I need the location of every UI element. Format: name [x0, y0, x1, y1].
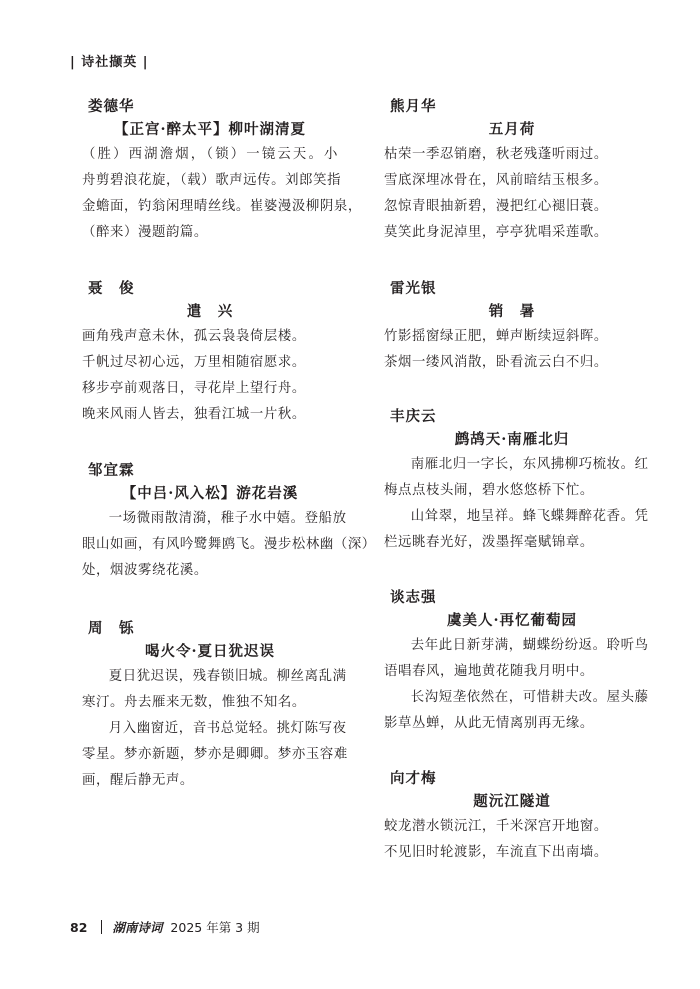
poem-author: 周 铄 [88, 621, 135, 637]
poem-author: 谈志强 [390, 590, 437, 606]
poem [82, 460, 376, 584]
poem-title: 五月荷 [488, 121, 536, 138]
poem-title: 题沅江隧道 [473, 793, 551, 810]
poem [384, 96, 640, 246]
poem-line: 画，醒后静无声。 [82, 773, 194, 788]
poem-author: 娄德华 [88, 99, 135, 115]
poem-title: 鹧鸪天·南雁北归 [454, 431, 570, 448]
poem-line: 夏日犹迟误，残春锁旧城。柳丝离乱满 [108, 669, 347, 684]
poem-line: 竹影摇窗绿正肥，蝉声断续逗斜晖。 [384, 329, 608, 344]
poem-line: 语唱春风，遍地黄花随我月明中。 [384, 664, 594, 679]
poem-line: 梅点点枝头闹，碧水悠悠桥下忙。 [384, 483, 594, 498]
poem-line: 栏远眺春光好，泼墨挥毫赋锦章。 [384, 535, 594, 550]
poem-author: 熊月华 [390, 99, 437, 115]
poem-line: 寒汀。舟去雁来无数，惟独不知名。 [82, 695, 306, 710]
poem-author: 丰庆云 [390, 409, 437, 425]
footer-divider [101, 920, 102, 934]
poem-author: 向才梅 [390, 771, 437, 787]
poem-line: 不见旧时轮渡影，车流直下出南墙。 [384, 845, 608, 860]
poem-line: 月入幽窗近，音书总觉轻。挑灯陈写夜 [108, 721, 347, 736]
poem [384, 587, 649, 737]
poem-author: 雷光银 [390, 281, 437, 297]
poem-line: （醉来）漫题韵篇。 [82, 225, 208, 240]
poem [384, 768, 640, 866]
poem-line: 影草丛蝉，从此无情离别再无缘。 [384, 716, 594, 731]
poem-line: 蛟龙潜水锁沅江，千米深宫开地窗。 [384, 819, 608, 834]
poem-line: 长沟短垄依然在，可惜耕夫改。屋头藤 [410, 690, 649, 705]
poem-line: 千帆过尽初心远，万里相随宿愿求。 [82, 355, 306, 370]
poem-title: 喝火令·夏日犹迟误 [144, 643, 276, 660]
page-footer [70, 918, 260, 936]
poem-title: 【中吕·风入松】游花岩溪 [121, 485, 299, 502]
poem-line: 画角残声意未休，孤云袅袅倚层楼。 [82, 329, 306, 344]
poem-line: 一场微雨散清漪，稚子水中嬉。登船放 [108, 511, 347, 526]
poem [82, 96, 362, 246]
poem-line: 南雁北归一字长，东风拂柳巧梳妆。红 [410, 457, 649, 472]
poem-line: 处，烟波雾绕花溪。 [82, 563, 208, 578]
poem-line: 移步亭前观落日，寻花岸上望行舟。 [82, 381, 306, 396]
poem-title: 遣 兴 [186, 303, 234, 320]
poem-title: 销 暑 [488, 303, 536, 320]
section-header: | 诗社撷英 | [70, 55, 149, 70]
poem-line: 莫笑此身泥淖里，亭亭犹唱采莲歌。 [384, 225, 608, 240]
poem-line: 去年此日新芽满，蝴蝶纷纷返。聆听鸟 [410, 638, 649, 653]
poem-line: 晚来风雨人皆去，独看江城一片秋。 [82, 407, 306, 422]
poem-line: 雪底深埋冰骨在，风前暗结玉根多。 [384, 173, 608, 188]
poem-author: 邹宜霖 [88, 463, 135, 479]
issue-label: 2025 年第 3 期 [170, 920, 260, 935]
poem-line: 忽惊青眼抽新碧，漫把红心褪旧蓑。 [384, 199, 608, 214]
poem-line: 山耸翠，地呈祥。蜂飞蝶舞醉花香。凭 [410, 509, 649, 524]
magazine-name: 湖南诗词 [112, 920, 163, 935]
poem-author: 聂 俊 [88, 281, 135, 297]
poem-line: 枯荣一季忍销磨，秋老残蓬听雨过。 [384, 147, 608, 162]
poem [82, 618, 348, 794]
poem-line: 茶烟一缕风消散，卧看流云白不归。 [384, 355, 608, 370]
poem [384, 406, 649, 556]
poem-line: 金蟾面，钓翁闲理晴丝线。崔婆漫汲柳阴泉， [82, 199, 362, 214]
poem-line: 眼山如画，有风吟鹭舞鸥飞。漫步松林幽（深） [82, 537, 376, 552]
poem [82, 278, 338, 428]
poem-title: 【正宫·醉太平】柳叶湖清夏 [113, 121, 307, 138]
poem-line: 舟剪碧浪花旋，（载）歌声远传。刘郎笑指 [82, 173, 342, 188]
poem [384, 278, 640, 376]
poem-line: （胜）西湖澹烟，（锁）一镜云天。小 [82, 147, 338, 162]
page-number: 82 [70, 919, 88, 935]
poem-title: 虞美人·再忆葡萄园 [446, 612, 578, 629]
poem-line: 零星。梦亦新题，梦亦是卿卿。梦亦玉容难 [82, 747, 348, 762]
left-column [82, 96, 376, 794]
right-column [384, 96, 649, 866]
